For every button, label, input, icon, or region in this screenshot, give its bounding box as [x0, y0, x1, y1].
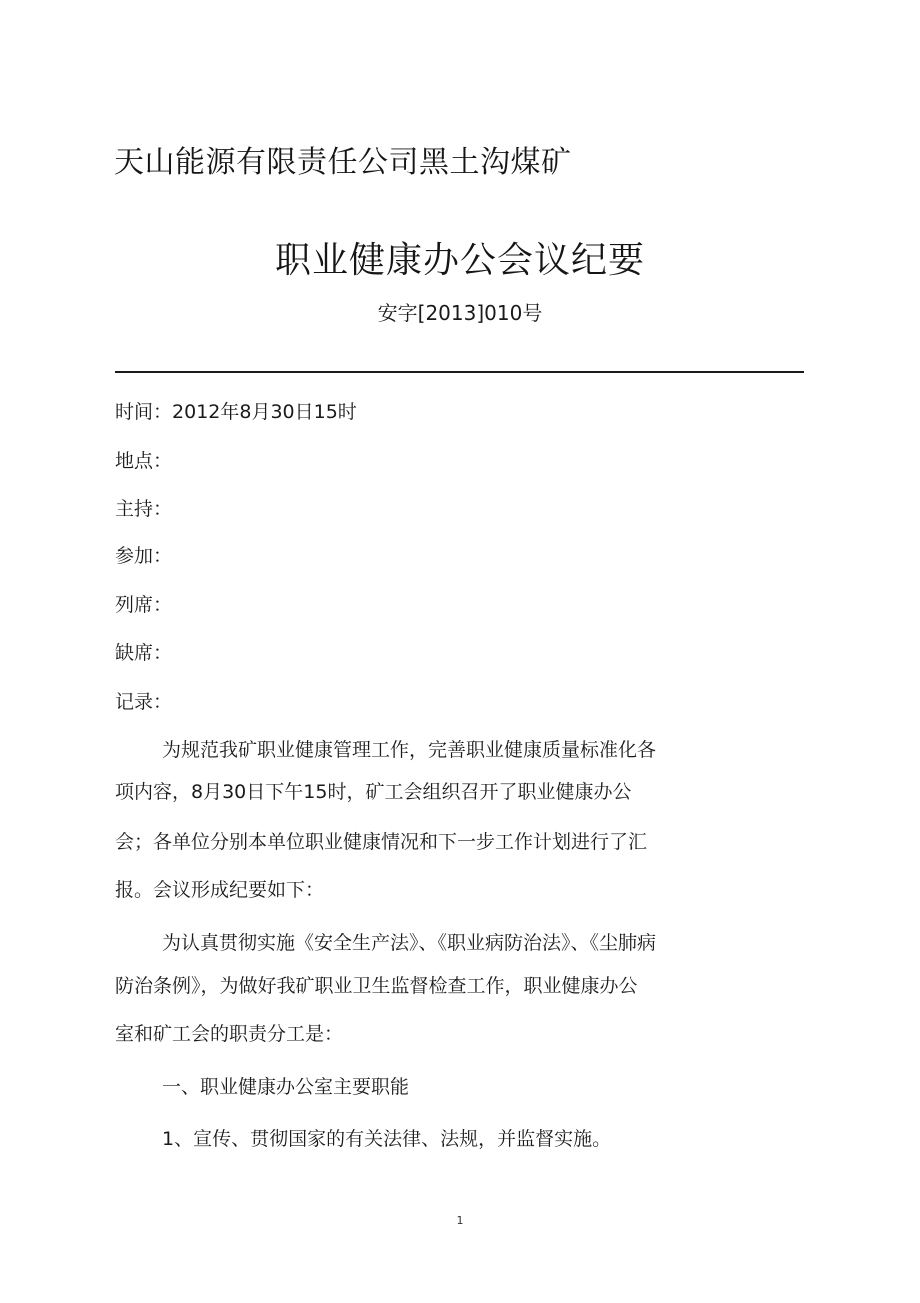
field-recorder: [115, 687, 172, 714]
header-divider: [115, 371, 804, 373]
document-title: 职业健康办公会议纪要: [274, 240, 645, 281]
field-label: 主持：: [115, 498, 173, 520]
paragraph-line: 项内容，8月30日下午15时，矿工会组织召开了职业健康办公: [115, 781, 632, 803]
paragraph-line: 为认真贯彻实施《安全生产法》、《职业病防治法》、《尘肺病: [162, 932, 657, 954]
paragraph-line: 室和矿工会的职责分工是：: [115, 1023, 344, 1045]
field-observers: [115, 590, 172, 617]
field-label: 参加：: [115, 545, 173, 567]
company-name: 天山能源有限责任公司黑土沟煤矿: [114, 145, 572, 180]
field-attendees: [115, 541, 172, 568]
page-number: 1: [456, 1214, 464, 1227]
paragraph-line: 防治条例》，为做好我矿职业卫生监督检查工作，职业健康办公: [115, 975, 638, 997]
field-label: 地点：: [115, 450, 173, 472]
section-heading: 一、职业健康办公室主要职能: [162, 1076, 410, 1098]
field-time: [115, 397, 357, 424]
paragraph-line: 报。会议形成纪要如下：: [115, 879, 325, 901]
field-host: [115, 494, 172, 521]
paragraph-line: 为规范我矿职业健康管理工作，完善职业健康质量标准化各: [162, 739, 657, 761]
field-label: 记录：: [115, 691, 173, 713]
document-number: 安字[2013]010号: [377, 301, 543, 325]
paragraph-line: 会；各单位分别本单位职业健康情况和下一步工作计划进行了汇: [115, 831, 648, 853]
field-label: 缺席：: [115, 642, 173, 664]
list-item: 1、宣传、贯彻国家的有关法律、法规，并监督实施。: [162, 1128, 612, 1150]
field-absent: [115, 638, 172, 665]
field-value: 2012年8月30日15时: [172, 401, 357, 423]
field-label: 时间：: [115, 401, 173, 423]
field-label: 列席：: [115, 594, 173, 616]
field-location: [115, 446, 172, 473]
